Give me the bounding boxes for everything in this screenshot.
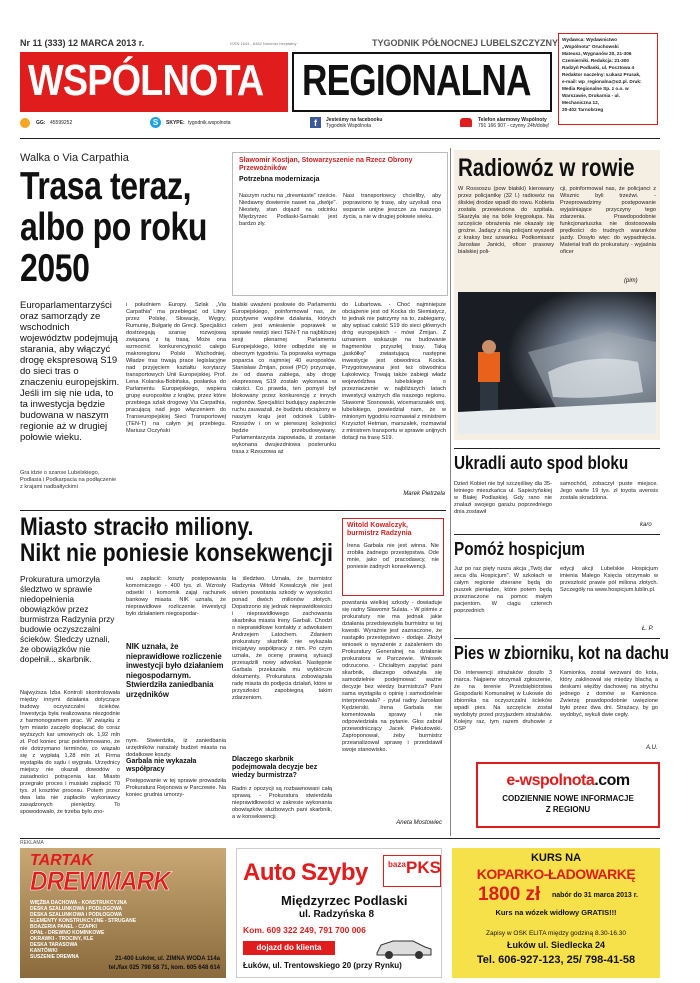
ukradli-sig: karo bbox=[640, 522, 652, 528]
ad-kurs[interactable] bbox=[452, 848, 660, 978]
phone-value: 791 166 907 - czynny 24h/dobę! bbox=[478, 123, 550, 129]
publisher-line: Czemierniki. Redakcja: 21-300 bbox=[562, 58, 629, 63]
ad-autoszyby[interactable] bbox=[236, 848, 442, 978]
miasto-byline: Aneta Mostowiec bbox=[396, 820, 442, 826]
radiowoz-col1: W Rossoszu (pow białski) kierowany przez policjantkę (32 l.) radiowóz na śliskiej drodze wpadł do rowu. Kobieta została przewieziona do szpitala. Skarżyła się na bóle kręgosłupa. Na szczęście obrażenia nie okazały się groźne. Jadący z nią policjant wyszedł z kraksy bez szwanku. Podkomisarz Jarosław Janicki, oficer prasowy białskiej poli- bbox=[458, 186, 554, 255]
tartak-offer-item: OKRAWKI - TROCINY, KLE bbox=[30, 936, 94, 942]
skype-icon: S bbox=[150, 117, 161, 128]
tartak-offer-item: DESKA SZALUNKOWA i PODŁOGOWA bbox=[30, 906, 123, 912]
lead-byline: Marek Pietrzela bbox=[403, 491, 445, 497]
publisher-line: Radzyń Podlaski, ul. Pocztowa 4 bbox=[562, 65, 635, 70]
column-rule bbox=[450, 148, 451, 836]
tartak-address: 21-400 Łuków, ul. ZIMNA WODA 114a bbox=[114, 956, 220, 962]
contact-bar bbox=[20, 116, 552, 130]
kurs-price: 1800 zł bbox=[478, 884, 541, 905]
ukradli-headline: Ukradli auto spod bloku bbox=[454, 453, 629, 473]
radiowoz-sig: (pim) bbox=[624, 278, 638, 284]
kowalczyk-box bbox=[342, 518, 444, 596]
skype-value: tygodnik.wspolnota bbox=[188, 120, 231, 126]
radiowoz-headline: Radiowóz w rowie bbox=[458, 154, 635, 182]
ukradli-col2: samochód, zobaczył puste miejsce. Jego warte 19 tys. zł toyota avensis została skradziona. bbox=[560, 481, 658, 501]
phone-icon bbox=[460, 118, 472, 127]
ewsp-line1: CODZIENNIE NOWE INFORMACJE bbox=[502, 794, 634, 803]
fb-line1: Jesteśmy na facebooku bbox=[326, 117, 383, 123]
lead-col2: i południem Europy. Szlak „Via Carpathia" ma przebiegać od Litwy przez Polskę, Słowację, Węgry, Rumunię, Bułgarię do Grecji. Specjaliści dostrzegają szansę rozwojową związaną z tą trasą. Może ona wzmocnić konkurencyjność całego makroregionu Polski Wschodniej. Władze tras trwają prace legislacyjne nad przyjęciem kształtu korytarzy transportowych Unii Europejskiej. Prof. Lena Kolarska-Bobińska, posłanka do Parlamentu Europejskiego, wspiera grupę europosłów z krajów, przez które przebiega szlak drogowy Via Carpathia, pracującą nad jego włączeniem do Transeuropejskiej Sieci Transportowej (TEN-T) na całym jej przebiegu. Mariusz Oczyński bbox=[126, 302, 226, 434]
rule-pies bbox=[454, 638, 660, 639]
ad-tartak[interactable] bbox=[20, 848, 226, 978]
auto-title2: Szyby bbox=[301, 859, 368, 886]
pies-sig: A.U. bbox=[646, 745, 658, 751]
publisher-line: 20-402 Tarnobrzeg bbox=[562, 107, 604, 112]
auto-badge-small: baza bbox=[388, 860, 406, 869]
hospicjum-col1: Już po raz pięty rusza akcja „Twój dar seca dla Hospicjum". W szkołach w całym regionie zbierane będą do puszek pieniądze, które potem będą przeznaczone na pomoc małym pacjentom. W ciągu czterech poprzednich bbox=[454, 566, 552, 614]
lead-col3: białski uważeni posłowie do Parlamentu Europejskiego, poinformował nas, że pozytywne wspólne działania, których celem jest wniesienie poprawek w sprawie rewizji sieci TEN-T na najbliższej sesji plenarnej Parlamentu Europejskiego, które odbędzie się w obecnym tygodniu. Ta poprawka wymaga poparcia co najmniej 40 europosłów. Stanisław Żmijan, poseł (PO) przyznaje, że od dawna zabiega, aby drogę ekspresową S19 zostało wykonana w całości. Co prawda, ten pomysł był blokowany przez konkurencję z innych regionów. Specjaliści budujący zaplecznie ruchu zauważali, że budżetu obciążony w naszym kraju jest odcinek Lublin-Rzeszów i on w pierwszej kolejności będzie przebudowywany. Parlamentarzysta zapowiada, iż zostanie wykonana dwujezdniowa posterunku trasa z Rzeszowa aż bbox=[232, 302, 336, 455]
lead-col4: do Lubartowa. - Choć najmniejsze obciążenie jest od Kocka do Siemiatycz, to jednak nie patrzymy na to, zabiegamy, aby wpisać całość S19 do sieci głównych dróg europejskich - mówi Żmijan. Z uznaniem wskazuje na budowanie fragmentów przyszłej trasy. Taką „jaskółkę" zwiastującą następne inwestycje jest obwodnica Kocka. Przygotowywana jest też obwodnica Łąkołowicy. Trwają także zabiegi władz województwa lubelskiego o przeznaczenie w najbliższych latach inwestycji ważnych dla naszego regionu. Sławomir Sosnowski, wicemarszałek woj. lubelskiego, powiedział nam, że w minionym tygodniu rozmawiał z ministrem Krzysztof Hetman, marszałek, rozmawiał z ministrem transportu w sprawie unijnych dotacji na trasę S19. bbox=[342, 302, 446, 441]
kurs-date: nabór do 31 marca 2013 r. bbox=[552, 892, 638, 899]
miasto-sub2: Dlaczego skarbnik podejmowała decyzje bez wiedzy burmistrza? bbox=[232, 756, 318, 779]
pies-col2: Kamionka, został wezwani do kota, który zaklinował się między blachą a deskami więźby dachowej na strychu jednego z domów w Kamionce. Zwierzę prawdopodobnie uwięzione było przez dwa dni. Strażacy, by go wydobyć, wykuli dwie cegły. bbox=[560, 670, 658, 718]
auto-promo: dojazd do klienta bbox=[243, 941, 335, 955]
miasto-sub1: Garbala nie wykazała współpracy bbox=[126, 758, 197, 773]
masthead-title-right-text: REGIONALNA bbox=[302, 56, 531, 105]
ukradli-col1: Dzień Kobiet nie był szczęśliwy dla 35-letniego mieszkańca ul. Sapieżyńskiej w Białej Podlaskiej. Gdy rano nie znalazł swojego garażu poprzedniego dnia zostawił bbox=[454, 481, 552, 515]
ads-rule bbox=[20, 838, 660, 839]
auto-branch: Łuków, ul. Trentowskiego 20 (przy Rynku) bbox=[243, 961, 402, 970]
issn-line: ISSN 1643 - 6482 Nummer bezpłatny bbox=[230, 41, 297, 46]
tartak-title2: DREWMARK bbox=[30, 866, 170, 896]
rule-miasto bbox=[20, 510, 446, 511]
publisher-box bbox=[558, 33, 658, 125]
ewspolnota-promo[interactable] bbox=[476, 762, 660, 828]
kurs-bonus: Kurs na wózek widłowy GRATIS!!! bbox=[495, 908, 617, 917]
masthead-title-left-text: WSPÓLNOTA bbox=[28, 56, 264, 105]
masthead-title-right bbox=[292, 52, 552, 112]
lead-headline-line1: Trasa teraz, bbox=[20, 165, 192, 208]
tartak-offer-item: KANTÓWKI bbox=[30, 948, 58, 954]
lead-headline-line3: 2050 bbox=[20, 247, 90, 290]
crash-photo bbox=[458, 292, 656, 434]
hospicjum-sig: Ł. P. bbox=[642, 626, 654, 632]
tartak-phones: tel./fax 025 798 58 71, kom. 605 648 614 bbox=[108, 965, 220, 971]
rule-hospicjum bbox=[454, 534, 660, 535]
hospicjum-headline: Pomóż hospicjum bbox=[454, 539, 585, 559]
radiowoz-col2: cji, poinformował nas, że policjanci z Wisznic byli trzeźwi. - Przeprowadzimy postępowanie wyjaśniające przyczyny tego zdarzenia. Prawdopodobnie funkcjonariuszka nie dostosowała prędkości do trudnych warunków jazdy. Dosyło więc do wypadnięcia. Materiał trafi do prokuratury - wyjaśnia oficer bbox=[560, 186, 656, 255]
publisher-line: e-mail: wp_regionalna@o2.pl. Druk: bbox=[562, 79, 642, 84]
ewsp-line2: Z REGIONU bbox=[545, 805, 591, 814]
pies-col1: Do interwencji strażaków doszło 3 marca. Najpierw otrzymali zgłoszenie, że na terenie Przedsiębiorstwa Gospodarki Komunalnej w Łukowie do zbiornika na oczyszczalni ścieków wpadł pies. Na szczęście został wydobyty przed przyjazdem strażaków. Kolejny raz, tym razem druhowie z OSP bbox=[454, 670, 552, 732]
publisher-line: Warszawie, Drukarnia - ul. bbox=[562, 93, 620, 98]
lead-kicker: Walka o Via Carpathia bbox=[20, 152, 129, 164]
gg-value: 45599252 bbox=[50, 120, 73, 126]
tartak-offer-item: ELEMENTY KONSTRUKCYJNE - STRUGANE bbox=[30, 918, 137, 924]
tartak-offer-item: BOAZERIA PANEL - CZAPKI bbox=[30, 924, 97, 930]
tartak-offer-item: OPAŁ - DREWNO KOMINKOWE bbox=[30, 930, 105, 936]
lead-deck: Europarlamentarzyści oraz samorządy ze wschodnich województw podejmują starania, aby włączyć drogę ekspresową S19 do sieci tras o znaczeniu europejskim. Jeśli im się nie uda, to ta inwestycja będzie budowana w naszym regionie aż w drugiej połowie wieku. bbox=[20, 300, 120, 443]
gg-sun-icon bbox=[20, 118, 30, 128]
weekly-tagline: TYGODNIK PÓŁNOCNEJ LUBELSZCZYZNY bbox=[372, 38, 559, 48]
miasto-col3a: ła śledztwo. Uznała, że burmistrz Radzynia Witold Kowalczyk nie jest winien powstania szkody w wysokości ponad dwóch milionów złotych. Dopatrzono się jednak nieprawidłowości i nieprawidłowego zachowania skarbnika miasta Ireny Garbali. Chodzi o nieprawidłowe kontakty z adwokatem Andrzejem Latochem. Zdaniem prokuratury skarbnik nie wykazała inicjatywy współpracy z nim. Po czym uznała, że ocenę prawną sytuacji przesądzili nowy adwokat. Następnie Garbala przekazała mu wybiórcze dokumenty. Prokuratura zobowiązała radę miasta do podjęcia działań, które w przyszłości zapobiegną takim zdarzeniom. bbox=[232, 576, 332, 701]
hospicjum-col2: edycji akcji Lubelskie Hospicjum imienia Małego Księcia otrzymało w przeszłość prawie pół miliona złotych. Szczegóły na www.hospicjum.lublin.pl. bbox=[560, 566, 658, 593]
kurs-phones: Tel. 606-927-123, 25/ 798-41-58 bbox=[476, 954, 636, 966]
tartak-title1: TARTAK bbox=[30, 852, 94, 869]
auto-badge: PKS bbox=[406, 858, 441, 877]
issue-line: Nr 11 (333) 12 MARCA 2013 r. bbox=[20, 38, 145, 48]
phone-label: Telefon alarmowy Wspólnoty bbox=[478, 117, 547, 123]
opinion-author: Sławomir Kostjan, Stowarzyszenie na Rzecz Obrony Przewoźników bbox=[239, 157, 413, 172]
ewsp-prefix: e- bbox=[506, 772, 520, 789]
publisher-line: Mateusz, Wygnanów 20, 21-306 bbox=[562, 51, 632, 56]
publisher-info bbox=[562, 36, 654, 113]
kurs-addr: Łuków ul. Siedlecka 24 bbox=[506, 940, 606, 950]
publisher-line: Mechaniczna 12, bbox=[562, 100, 599, 105]
tartak-offer-list bbox=[30, 900, 180, 960]
ewsp-suffix: .com bbox=[594, 772, 630, 789]
ads-label: REKLAMA bbox=[20, 840, 44, 846]
kowalczyk-role: burmistrz Radzynia bbox=[347, 530, 412, 537]
miasto-col2b: nym. Stwierdziła, iż zaniedbania urzędników narażały budżet miasta na dodatkowe koszty. bbox=[126, 738, 226, 758]
pies-headline: Pies w zbiorniku, kot na dachu bbox=[454, 643, 669, 663]
facebook-icon: f bbox=[310, 117, 321, 128]
miasto-col1: Najwyższa Izba Kontroli skontrolowała między innymi działania dotyczące budowy oczyszczalni ścieków. Inwestycja była realizowana niezgodnie z harmonogramem prac. W związku z tym miasto zaczęło dopłacać do coraz wyższych kar umownych ok. 1,92 mln zł. Pod koniec prac poinformowano, że nie dotrzymano terminów, co wiązało się z wypłatą 1,28 mln zł. Firma wystąpiła do sądu i wygrała. Urzędnicy miejscy nie okazali dowodów o zasadności potrącenia kar. Miasto przegrało proces i musiało zapłacić 70 tys. zł kosztów procesu. Potem przez dwa lata nie zapłaciło wykonawcy zasądzonych pieniędzy. To spowodowało, że trzeba było zno- bbox=[20, 690, 120, 815]
kurs-zapisy: Zapisy w OSK ELITA między godziną 8.30-16.30 bbox=[485, 930, 627, 937]
miasto-col4: powstania wielkiej szkody - dowiaduje się radny Sławomir Sulata. - W piśmie z prokuratury nie ma jednak jakie działania przedsięwzięła burmistrz w tej kwestii. Wyraźnie jest zaznaczone, że nastąpiło przestępstwo - dodaje. Złożył wniosek o wyrażenie z zażaleniem do Prokuratury Generalnej na działanie prokuratora w Parczewie. Wniosek odrzucono. - Chciałbym zapytać pani skarbnik, dlaczego odważyła się samodzielnie podejmować ważne decyzje bez wiedzy burmistrza? Pani sama wystąpiła o opinię i samodzielnie interpretowała? - pytał radny Jarosław Kędzierski. Irena Garbala nie komentowała sprawy i nie odpowiedziała na pytanie. Głos zabrał przewodniczący Jacek Piekutowski. Zaproponował, żeby burmistrz przeanalizował sprawę i przedstawił swoje stanowisko. bbox=[342, 600, 442, 753]
opinion-col2: Nasi transportowcy chcieliby, aby poprawiono tę trasę, aby uzyskali ona wsparcie unijne jeszcze za naszego życia, a nie w drugiej połowie wieku. bbox=[343, 193, 441, 220]
miasto-col2c: Postępowanie w tej sprawie prowadziła Prokuratura Rejonowa w Parczewie. Na koniec grudnia umorzy- bbox=[126, 778, 226, 798]
auto-title1: Auto bbox=[243, 859, 296, 886]
publisher-line: „Wspólnota" Oruchowski bbox=[562, 44, 619, 49]
skype-label: SKYPE: bbox=[166, 120, 185, 126]
tartak-offer-item: DESKA SZALUNKOWA i PODŁOGOWA bbox=[30, 912, 123, 918]
miasto-headline1: Miasto straciło miliony. bbox=[20, 513, 254, 541]
ewsp-main: wspolnota bbox=[519, 772, 595, 789]
auto-city: Międzyrzec Podlaski bbox=[281, 893, 408, 908]
auto-street: ul. Radzyńska 8 bbox=[299, 909, 375, 920]
kurs-title2: KOPARKO-ŁADOWARKĘ bbox=[476, 866, 636, 882]
gg-label: GG: bbox=[36, 120, 46, 126]
tartak-offer-item: DESKA TARASOWA bbox=[30, 942, 78, 948]
miasto-deck: Prokuratura umorzyła śledztwo w sprawie niedopełnienia obowiązków przez burmistrza Radzynia przy budowie oczyszczalni ścieków. Śledczy uznali, że obowiązków nie dopełnił... skarbnik. bbox=[20, 574, 115, 664]
publisher-line: Wydawca: Wydawnictwo bbox=[562, 37, 618, 42]
tartak-offer-item: WIĘŹBA DACHOWA - KONSTRUKCYJNA bbox=[30, 900, 127, 906]
rule-ukradli bbox=[454, 448, 660, 449]
fb-line2: Tygodnik Wspólnota bbox=[326, 123, 372, 129]
masthead-title-left bbox=[20, 52, 288, 112]
opinion-col1: Naszym ruchu na „drewniaste" rzeście. Niedawny dowiernie nawet na „dwóje". Niestety, stan dojazd na odcinku Międzyrzec Podlaski-Sarnaki jest bardzo zły. bbox=[239, 193, 337, 227]
kowalczyk-body: Irena Garbala nie jest winna. Nie zrobiła żadnego przestępstwa. Ode mnie, jako od pracodawcy, nie poniesie żadnych konsekwencji. bbox=[347, 543, 439, 570]
tartak-offer-item: SUSZENIE DREWNA bbox=[30, 954, 79, 960]
kowalczyk-name: Witold Kowalczyk, bbox=[347, 522, 409, 529]
publisher-line: Redaktor naczelny: Łukasz Prusak, bbox=[562, 72, 641, 77]
lead-headline bbox=[20, 166, 225, 289]
miasto-pullquote: NIK uznała, że nieprawidłowe rozliczenie inwestycji było działaniem niegospodarnym. Stwierdziła zaniedbania urzędników bbox=[126, 642, 224, 699]
masthead-rule bbox=[20, 138, 660, 139]
auto-badge-box bbox=[383, 855, 441, 887]
publisher-line: Media Regionalne Sp. z o.o. w bbox=[562, 86, 629, 91]
lead-caption: Gra idzie o szanse Lubelskiego, Podlasia i Podkarpacia na podłączenie z krajami nadbałtyckimi bbox=[20, 470, 117, 490]
miasto-col2a: wu zapłacić koszty postępowania komorniczego - 400 tys. zł. Wzrosły odsetki i komornik zajął rachunek bankowy miasta. NIK uznała, że nieprawidłowe rozliczenie inwestycji było działaniem niegospodar- bbox=[126, 576, 226, 617]
miasto-col3b: Radni z opozycji są rozbawnowani całą sprawą. - Prokuratura stwierdziła nieprawidłowości w zakresie wykonania obowiązków służbowych pani skarbnik, a w konsekwencji bbox=[232, 786, 332, 820]
auto-phones: Kom. 609 322 249, 791 700 006 bbox=[243, 925, 366, 935]
opinion-title: Potrzebna modernizacja bbox=[239, 176, 320, 183]
lead-headline-line2: albo po roku bbox=[20, 206, 207, 249]
opinion-box bbox=[232, 152, 448, 296]
kurs-title1: KURS NA bbox=[530, 852, 582, 864]
car-icon bbox=[373, 935, 435, 959]
miasto-headline2: Nikt nie poniesie konsekwencji bbox=[20, 539, 333, 567]
